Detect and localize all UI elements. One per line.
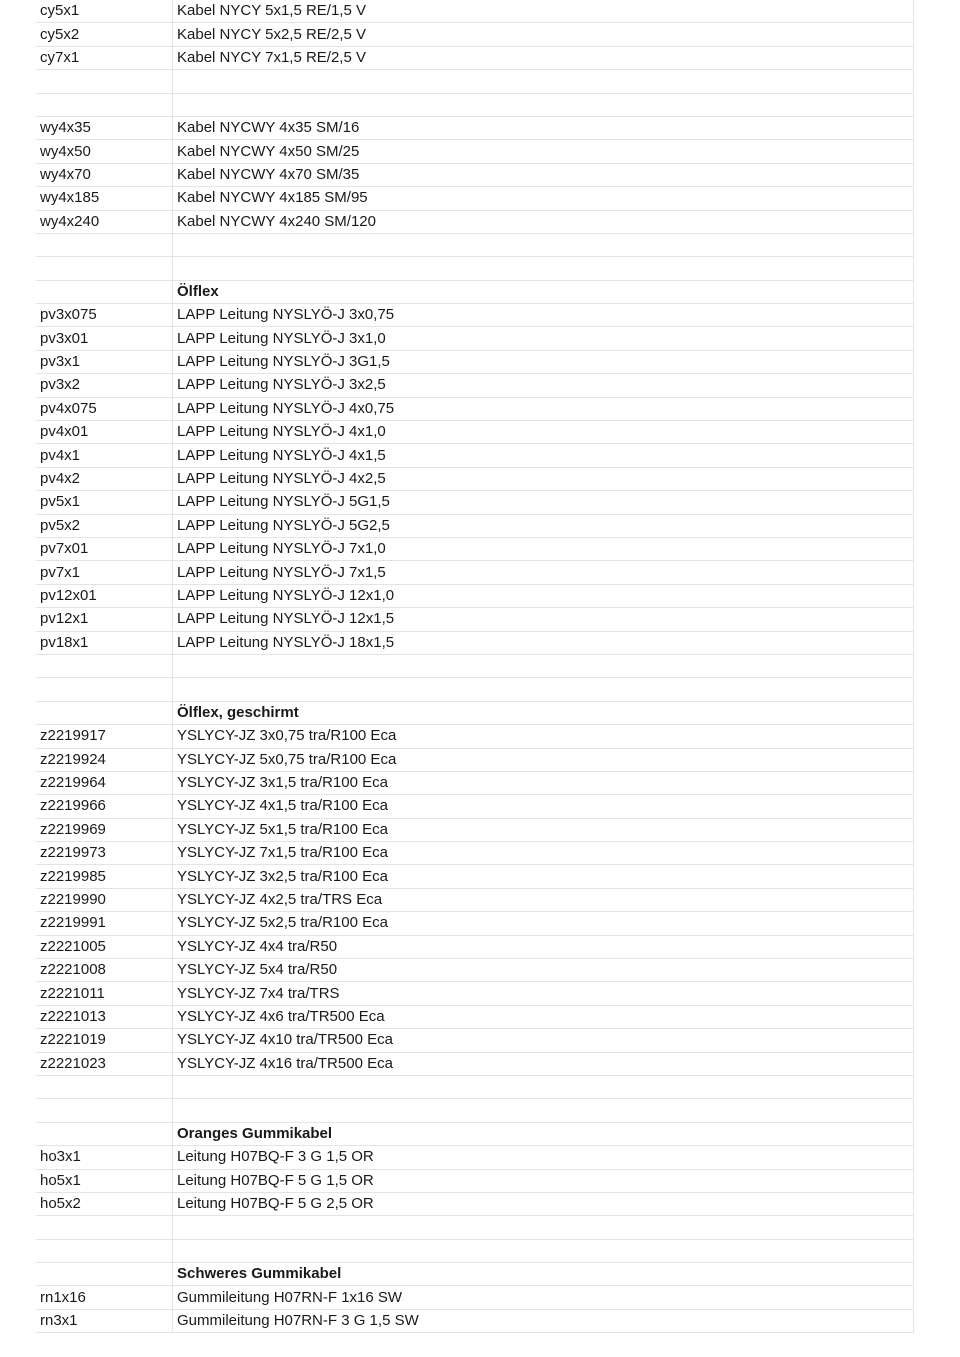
article-code-cell xyxy=(36,1239,173,1262)
table-row xyxy=(36,140,914,163)
article-code-cell: ho3x1 xyxy=(36,1146,173,1169)
article-code-cell: pv3x075 xyxy=(36,304,173,327)
description-cell: Kabel NYCWY 4x50 SM/25 xyxy=(173,140,914,163)
article-code-cell xyxy=(36,257,173,280)
section-title: Ölflex, geschirmt xyxy=(173,701,914,724)
table-row xyxy=(36,1052,914,1075)
description-cell xyxy=(173,678,914,701)
article-code-cell: cy5x1 xyxy=(36,0,173,23)
description-cell xyxy=(173,257,914,280)
article-code-cell xyxy=(36,1075,173,1098)
table-row xyxy=(36,959,914,982)
empty-row xyxy=(36,1075,914,1098)
table-row xyxy=(36,397,914,420)
description-cell xyxy=(173,654,914,677)
table-row xyxy=(36,1192,914,1215)
article-code-cell xyxy=(36,701,173,724)
article-code-cell: pv5x1 xyxy=(36,491,173,514)
section-title: Schweres Gummikabel xyxy=(173,1263,914,1286)
article-code-cell: z2221005 xyxy=(36,935,173,958)
article-code-cell xyxy=(36,70,173,93)
table-row xyxy=(36,888,914,911)
article-code-cell: z2219973 xyxy=(36,842,173,865)
table-row xyxy=(36,795,914,818)
description-cell: Kabel NYCY 7x1,5 RE/2,5 V xyxy=(173,46,914,69)
table-row xyxy=(36,1146,914,1169)
cable-list-body xyxy=(36,0,914,1333)
article-code-cell: z2219991 xyxy=(36,912,173,935)
description-cell xyxy=(173,233,914,256)
table-row xyxy=(36,865,914,888)
description-cell: Kabel NYCY 5x1,5 RE/1,5 V xyxy=(173,0,914,23)
description-cell: Gummileitung H07RN-F 1x16 SW xyxy=(173,1286,914,1309)
description-cell: Kabel NYCWY 4x240 SM/120 xyxy=(173,210,914,233)
description-cell: LAPP Leitung NYSLYÖ-J 12x1,5 xyxy=(173,608,914,631)
table-row xyxy=(36,327,914,350)
article-code-cell: rn1x16 xyxy=(36,1286,173,1309)
table-row xyxy=(36,584,914,607)
table-row xyxy=(36,444,914,467)
table-row xyxy=(36,514,914,537)
description-cell: YSLYCY-JZ 7x4 tra/TRS xyxy=(173,982,914,1005)
empty-row xyxy=(36,93,914,116)
article-code-cell: z2219990 xyxy=(36,888,173,911)
description-cell: LAPP Leitung NYSLYÖ-J 3x0,75 xyxy=(173,304,914,327)
description-cell: Leitung H07BQ-F 3 G 1,5 OR xyxy=(173,1146,914,1169)
description-cell: Kabel NYCWY 4x185 SM/95 xyxy=(173,187,914,210)
description-cell xyxy=(173,1216,914,1239)
article-code-cell: z2221013 xyxy=(36,1005,173,1028)
article-code-cell xyxy=(36,1099,173,1122)
description-cell: YSLYCY-JZ 4x6 tra/TR500 Eca xyxy=(173,1005,914,1028)
article-code-cell: z2221019 xyxy=(36,1029,173,1052)
description-cell: LAPP Leitung NYSLYÖ-J 5G1,5 xyxy=(173,491,914,514)
article-code-cell: pv3x2 xyxy=(36,374,173,397)
table-row xyxy=(36,491,914,514)
article-code-cell: z2219966 xyxy=(36,795,173,818)
section-heading-row xyxy=(36,1263,914,1286)
table-row xyxy=(36,631,914,654)
section-title: Ölflex xyxy=(173,280,914,303)
article-code-cell: pv4x075 xyxy=(36,397,173,420)
table-row xyxy=(36,771,914,794)
description-cell: Kabel NYCWY 4x35 SM/16 xyxy=(173,116,914,139)
empty-row xyxy=(36,1099,914,1122)
section-heading-row xyxy=(36,701,914,724)
article-code-cell: pv12x01 xyxy=(36,584,173,607)
empty-row xyxy=(36,678,914,701)
description-cell: YSLYCY-JZ 3x1,5 tra/R100 Eca xyxy=(173,771,914,794)
article-code-cell: wy4x70 xyxy=(36,163,173,186)
description-cell: YSLYCY-JZ 5x2,5 tra/R100 Eca xyxy=(173,912,914,935)
empty-row xyxy=(36,1239,914,1262)
description-cell: YSLYCY-JZ 3x2,5 tra/R100 Eca xyxy=(173,865,914,888)
article-code-cell: wy4x35 xyxy=(36,116,173,139)
article-code-cell: pv12x1 xyxy=(36,608,173,631)
table-row xyxy=(36,350,914,373)
description-cell: LAPP Leitung NYSLYÖ-J 4x2,5 xyxy=(173,467,914,490)
table-row xyxy=(36,1005,914,1028)
description-cell: LAPP Leitung NYSLYÖ-J 3x1,0 xyxy=(173,327,914,350)
table-row xyxy=(36,1029,914,1052)
description-cell: YSLYCY-JZ 7x1,5 tra/R100 Eca xyxy=(173,842,914,865)
table-row xyxy=(36,467,914,490)
article-code-cell: pv5x2 xyxy=(36,514,173,537)
empty-row xyxy=(36,257,914,280)
table-row xyxy=(36,935,914,958)
article-code-cell: z2219917 xyxy=(36,725,173,748)
table-row xyxy=(36,748,914,771)
description-cell: YSLYCY-JZ 5x0,75 tra/R100 Eca xyxy=(173,748,914,771)
article-code-cell: pv7x1 xyxy=(36,561,173,584)
article-code-cell: pv7x01 xyxy=(36,537,173,560)
article-code-cell: ho5x1 xyxy=(36,1169,173,1192)
table-row xyxy=(36,46,914,69)
article-code-cell xyxy=(36,678,173,701)
table-row xyxy=(36,23,914,46)
article-code-cell: cy5x2 xyxy=(36,23,173,46)
description-cell: LAPP Leitung NYSLYÖ-J 4x1,5 xyxy=(173,444,914,467)
article-code-cell: pv18x1 xyxy=(36,631,173,654)
description-cell: YSLYCY-JZ 4x10 tra/TR500 Eca xyxy=(173,1029,914,1052)
empty-row xyxy=(36,70,914,93)
article-code-cell xyxy=(36,233,173,256)
description-cell: YSLYCY-JZ 4x2,5 tra/TRS Eca xyxy=(173,888,914,911)
article-code-cell xyxy=(36,1216,173,1239)
article-code-cell: z2221011 xyxy=(36,982,173,1005)
table-row xyxy=(36,304,914,327)
empty-row xyxy=(36,233,914,256)
description-cell xyxy=(173,93,914,116)
description-cell: LAPP Leitung NYSLYÖ-J 18x1,5 xyxy=(173,631,914,654)
article-code-cell: pv4x1 xyxy=(36,444,173,467)
description-cell: YSLYCY-JZ 5x1,5 tra/R100 Eca xyxy=(173,818,914,841)
table-row xyxy=(36,374,914,397)
article-code-cell: z2221008 xyxy=(36,959,173,982)
article-code-cell xyxy=(36,93,173,116)
section-heading-row xyxy=(36,280,914,303)
description-cell: LAPP Leitung NYSLYÖ-J 3x2,5 xyxy=(173,374,914,397)
article-code-cell: z2219969 xyxy=(36,818,173,841)
description-cell: LAPP Leitung NYSLYÖ-J 7x1,5 xyxy=(173,561,914,584)
empty-row xyxy=(36,654,914,677)
description-cell xyxy=(173,70,914,93)
description-cell: LAPP Leitung NYSLYÖ-J 3G1,5 xyxy=(173,350,914,373)
table-row xyxy=(36,116,914,139)
description-cell: LAPP Leitung NYSLYÖ-J 4x1,0 xyxy=(173,421,914,444)
description-cell: Leitung H07BQ-F 5 G 1,5 OR xyxy=(173,1169,914,1192)
article-code-cell: rn3x1 xyxy=(36,1309,173,1332)
description-cell: Leitung H07BQ-F 5 G 2,5 OR xyxy=(173,1192,914,1215)
article-code-cell: pv3x01 xyxy=(36,327,173,350)
description-cell: Kabel NYCY 5x2,5 RE/2,5 V xyxy=(173,23,914,46)
description-cell xyxy=(173,1075,914,1098)
table-row xyxy=(36,608,914,631)
article-code-cell: pv4x01 xyxy=(36,421,173,444)
description-cell xyxy=(173,1099,914,1122)
article-code-cell: wy4x240 xyxy=(36,210,173,233)
table-row xyxy=(36,725,914,748)
description-cell xyxy=(173,1239,914,1262)
table-row xyxy=(36,1286,914,1309)
article-code-cell: pv4x2 xyxy=(36,467,173,490)
table-row xyxy=(36,0,914,23)
article-code-cell xyxy=(36,1122,173,1145)
article-code-cell: wy4x185 xyxy=(36,187,173,210)
description-cell: YSLYCY-JZ 4x16 tra/TR500 Eca xyxy=(173,1052,914,1075)
table-row xyxy=(36,1309,914,1332)
table-row xyxy=(36,912,914,935)
table-row xyxy=(36,818,914,841)
description-cell: Kabel NYCWY 4x70 SM/35 xyxy=(173,163,914,186)
article-code-cell xyxy=(36,280,173,303)
empty-row xyxy=(36,1216,914,1239)
description-cell: LAPP Leitung NYSLYÖ-J 12x1,0 xyxy=(173,584,914,607)
table-row xyxy=(36,163,914,186)
article-code-cell: ho5x2 xyxy=(36,1192,173,1215)
description-cell: LAPP Leitung NYSLYÖ-J 5G2,5 xyxy=(173,514,914,537)
table-row xyxy=(36,561,914,584)
article-code-cell xyxy=(36,1263,173,1286)
article-code-cell: z2219985 xyxy=(36,865,173,888)
description-cell: YSLYCY-JZ 3x0,75 tra/R100 Eca xyxy=(173,725,914,748)
description-cell: YSLYCY-JZ 5x4 tra/R50 xyxy=(173,959,914,982)
description-cell: YSLYCY-JZ 4x1,5 tra/R100 Eca xyxy=(173,795,914,818)
description-cell: Gummileitung H07RN-F 3 G 1,5 SW xyxy=(173,1309,914,1332)
cable-list-table xyxy=(36,0,914,1333)
description-cell: LAPP Leitung NYSLYÖ-J 7x1,0 xyxy=(173,537,914,560)
article-code-cell xyxy=(36,654,173,677)
article-code-cell: wy4x50 xyxy=(36,140,173,163)
table-row xyxy=(36,210,914,233)
article-code-cell: z2219964 xyxy=(36,771,173,794)
table-row xyxy=(36,187,914,210)
section-heading-row xyxy=(36,1122,914,1145)
article-code-cell: cy7x1 xyxy=(36,46,173,69)
table-row xyxy=(36,1169,914,1192)
description-cell: LAPP Leitung NYSLYÖ-J 4x0,75 xyxy=(173,397,914,420)
table-row xyxy=(36,537,914,560)
section-title: Oranges Gummikabel xyxy=(173,1122,914,1145)
table-row xyxy=(36,982,914,1005)
article-code-cell: z2219924 xyxy=(36,748,173,771)
table-row xyxy=(36,842,914,865)
table-row xyxy=(36,421,914,444)
article-code-cell: pv3x1 xyxy=(36,350,173,373)
article-code-cell: z2221023 xyxy=(36,1052,173,1075)
description-cell: YSLYCY-JZ 4x4 tra/R50 xyxy=(173,935,914,958)
